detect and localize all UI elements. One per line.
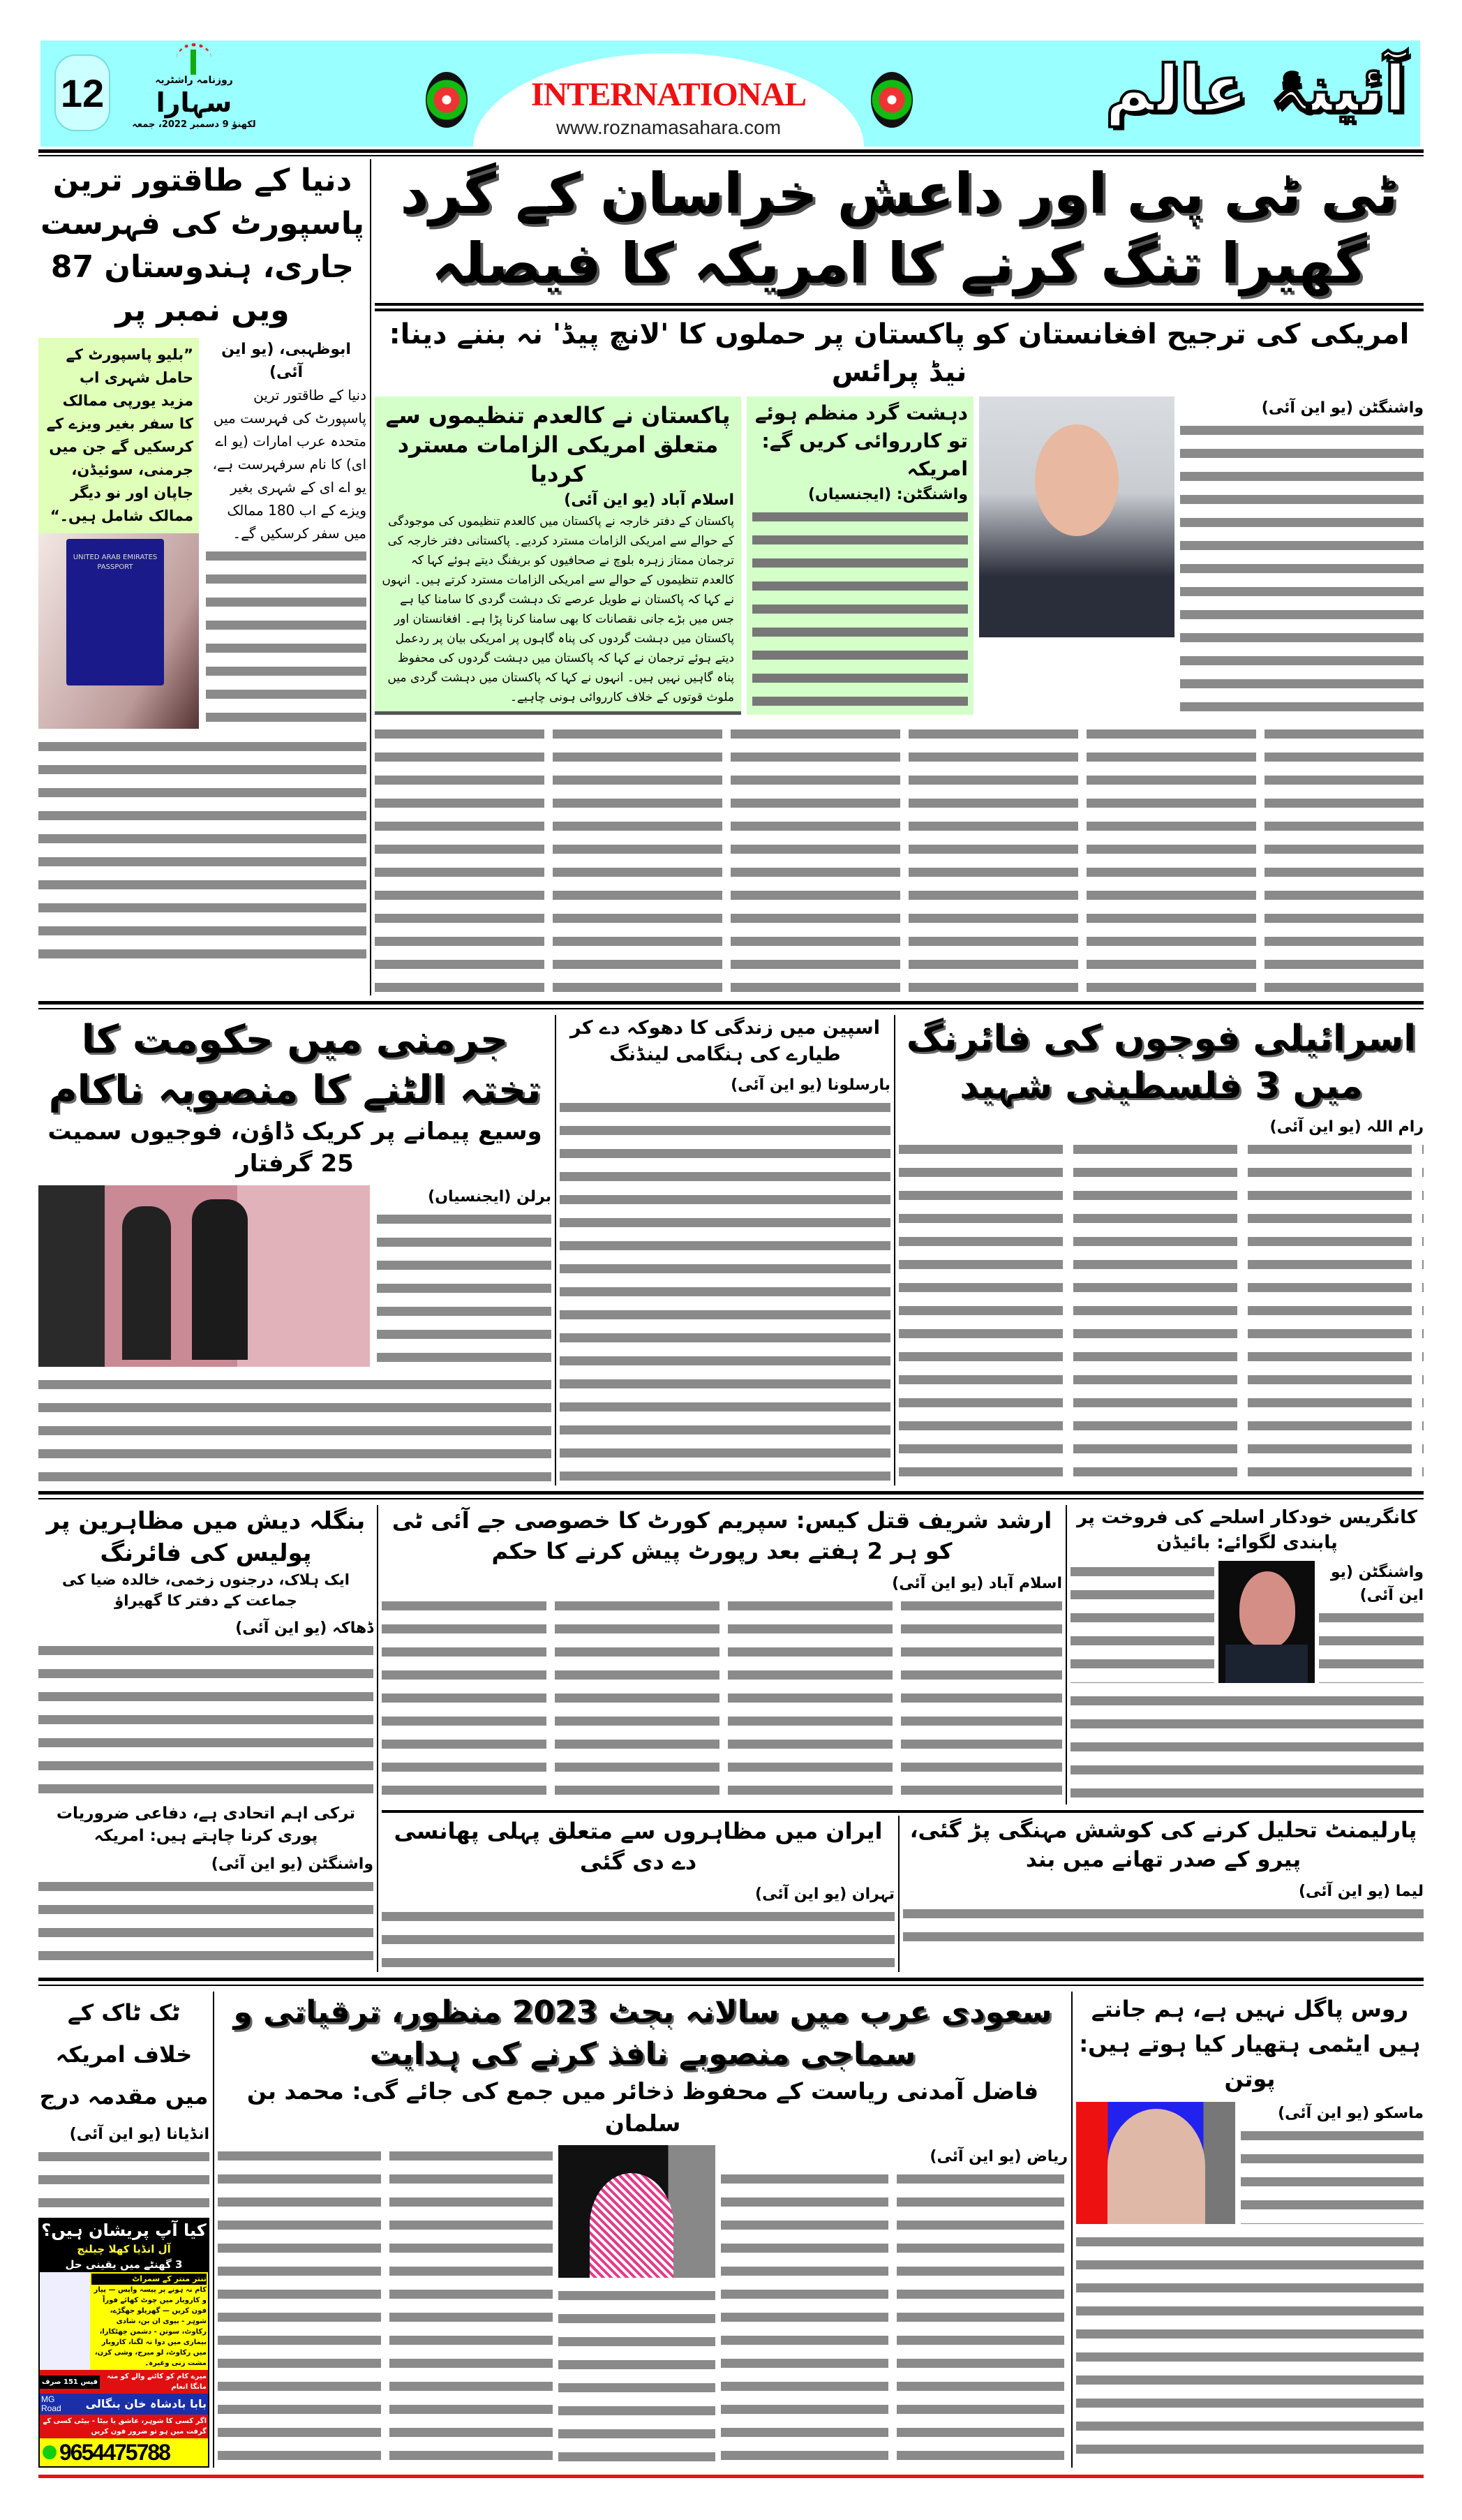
- whatsapp-icon: [43, 2445, 57, 2459]
- germany-story: [38, 1015, 551, 1485]
- column-divider: [894, 1015, 895, 1485]
- saudi-body-right: [721, 2145, 1068, 2468]
- germany-headline: جرمنی میں حکومت کا تختہ الٹنے کا منصوبہ ناکام: [48, 1017, 542, 1113]
- ad-reward: میرے کام کو کاٹنے والے کو منہ مانگا انعام: [107, 2373, 207, 2391]
- right-block-row3: [382, 1505, 1424, 1972]
- turkey-body: [38, 1853, 373, 1972]
- text-lines: [721, 2168, 1068, 2468]
- germany-body: [377, 1185, 551, 1367]
- passport-lede: دنیا کے طاقتور ترین پاسپورٹ کی فہرست میں متحدہ عرب امارات (یو اے ای) کا نام سرفہرست ہے، یو اے ای کے شہری بغیر ویزے کے اب 180 ممالک میں سفر کرسکیں گے۔: [212, 387, 366, 542]
- arshad-sharif-headline: ارشد شریف قتل کیس: سپریم کورٹ کا خصوصی جے آئی ٹی کو ہر 2 ہفتے بعد رپورٹ پیش کرنے کا حکم: [391, 1507, 1052, 1564]
- ad-red-text: اگر کسی کا شوہر، عاشق یا بیٹا - بیٹی کسی کے گرفت میں ہو تو ضرور فون کریں: [40, 2415, 208, 2438]
- column-divider: [898, 1816, 900, 1972]
- section-rule-1: [38, 1001, 1424, 1009]
- column-divider: [370, 159, 371, 995]
- germany-lower-text: [38, 1374, 551, 1485]
- side-text-lines: [752, 506, 968, 712]
- putin-headline: روس پاگل نہیں ہے، ہم جانتے ہیں ایٹمی ہتھیار کیا ہوتے ہیں: پوتن: [1079, 1996, 1421, 2092]
- putin-body: [1241, 2102, 1424, 2224]
- arshad-sharif-story: [382, 1505, 1062, 1804]
- row-2: [38, 1015, 1424, 1485]
- lead-headline-rule: [375, 303, 1424, 311]
- text-lines: [1241, 2125, 1424, 2224]
- lead-subheadline: امریکی کی ترجیح افغانستان کو پاکستان پر حملوں کا 'لانچ پیڈ' نہ بننے دینا: نیڈ پرائس: [389, 318, 1410, 388]
- biden-headline: کانگریس خودکار اسلحے کی فروخت پر پابندی لگوائے: بائیڈن: [1077, 1507, 1417, 1553]
- saudi-body-under-photo: [558, 2285, 715, 2468]
- lead-text-lines: [1180, 420, 1424, 715]
- text-lines: [377, 1208, 551, 1367]
- ad-location: MG Road: [41, 2394, 61, 2413]
- putin-photo: [1076, 2102, 1235, 2224]
- text-lines: [903, 1903, 1424, 1952]
- face: [1239, 1571, 1295, 1648]
- row-4: [38, 1992, 1424, 2468]
- spain-story: [560, 1015, 890, 1485]
- section-title: INTERNATIONAL: [530, 76, 807, 113]
- urdu-section-title: آئینۂ عالم: [1105, 52, 1406, 126]
- biden-photo: [1218, 1561, 1315, 1683]
- passport-cover: UNITED ARAB EMIRATES PASSPORT: [66, 539, 164, 685]
- passport-dateline: ابوظہبی، (یو این آئی): [221, 341, 351, 381]
- lead-dateline: واشنگٹن (یو این آئی): [1261, 399, 1424, 417]
- arshad-dateline: اسلام آباد (یو این آئی): [892, 1575, 1062, 1592]
- israel-dateline: رام اللہ (یو این آئی): [1269, 1118, 1424, 1136]
- ad-line2: 3 گھنٹے میں یقینی حل: [65, 2258, 183, 2271]
- turkey-dateline: واشنگٹن (یو این آئی): [211, 1855, 373, 1873]
- text-lines: [560, 1097, 890, 1485]
- box-headline: پاکستان نے کالعدم تنظیموں سے متعلق امریکی الزامات مسترد کردیا: [385, 402, 731, 487]
- saudi-body-left: [218, 2145, 553, 2468]
- peru-dateline: لیما (یو این آئی): [1298, 1883, 1424, 1900]
- passport-story: [38, 159, 366, 995]
- tiktok-headline: ٹک ٹاک کے خلاف امریکہ میں مقدمہ درج: [39, 1999, 209, 2110]
- ad-line1: آل انڈیا کھلا چیلنج: [77, 2243, 171, 2255]
- arshad-sharif-body: [382, 1572, 1062, 1804]
- turkey-headline: ترکی اہم اتحادی ہے، دفاعی ضروریات پوری کرنا چاہتے ہیں: امریکہ: [56, 1804, 356, 1845]
- ad-yellow-text: کام نہ ہونے پر پیسہ واپس — پیار و کاروبار میں چوٹ کھائے فوراً فون کریں — گھریلو جھگڑے، شوہر - بیوی ان بن، شادی رکاوٹ، سوتن - دشمن چھٹکارا، بیماری میں دوا نہ لگنا، کاروبار میں رکاوٹ، لو میرج، وشی کرن، مشت زنی وغیرہ۔: [94, 2286, 207, 2367]
- spain-dateline: بارسلونا (یو این آئی): [731, 1076, 890, 1094]
- section-rule-2: [38, 1491, 1424, 1499]
- lead-lower-columns: [375, 723, 1424, 995]
- bangladesh-dateline: ڈھاکہ (یو این آئی): [235, 1620, 373, 1637]
- passport-text-continued: [38, 736, 366, 966]
- saudi-headline: سعودی عرب میں سالانہ بجٹ 2023 منظور، ترقیاتی و سماجی منصوبے نافذ کرنے کی ہدایت: [233, 1994, 1052, 2072]
- suit: [1225, 1645, 1308, 1683]
- putin-lower-text: [1076, 2231, 1424, 2468]
- column-divider: [213, 1992, 214, 2468]
- saudi-story: [218, 1992, 1068, 2468]
- germany-raid-photo: [38, 1185, 370, 1367]
- bangladesh-subheadline: ایک ہلاک، درجنوں زخمی، خالدہ ضیا کی جماعت کے دفتر کا گھیراؤ: [62, 1571, 350, 1609]
- passport-photo: [38, 533, 199, 729]
- tiktok-dateline: انڈیانا (یو این آئی): [69, 2126, 209, 2143]
- iran-headline: ایران میں مظاہروں سے متعلق پہلی پھانسی دے دی گئی: [394, 1818, 883, 1875]
- spain-headline: اسپین میں زندگی کا دھوکہ دے کر طیارے کی ہنگامی لینڈنگ: [570, 1017, 880, 1065]
- biden-side-text: [1071, 1561, 1214, 1683]
- column-divider: [555, 1015, 556, 1485]
- saudi-subheadline: فاضل آمدنی ریاست کے محفوظ ذخائر میں جمع کی جائے گی: محمد بن سلمان: [246, 2077, 1039, 2137]
- side-headline: دہشت گرد منظم ہوئے تو کارروائی کریں گے: امریکہ: [754, 401, 968, 480]
- israel-headline: اسرائیلی فوجوں کی فائرنگ میں 3 فلسطینی شہید: [906, 1018, 1417, 1107]
- advertisement[interactable]: [38, 2218, 209, 2468]
- website-url[interactable]: www.roznamasahara.com: [555, 117, 782, 138]
- germany-subheadline: وسیع پیمانے پر کریک ڈاؤن، فوجیوں سمیت 25 گرفتار: [47, 1118, 542, 1178]
- text-lines: [382, 1906, 895, 1972]
- lead-headline: ٹی ٹی پی اور داعش خراسان کے گرد گھیرا تنگ کرنے کا امریکہ کا فیصلہ: [400, 161, 1398, 296]
- police-officer: [122, 1206, 171, 1360]
- passport-body: [206, 338, 366, 729]
- israel-body: [899, 1116, 1424, 1485]
- logo-subtitle: روزنامہ راشٹریہ: [155, 75, 233, 86]
- date-line: لکھنؤ 9 دسمبر 2022، جمعہ: [132, 119, 256, 130]
- section-rule-3: [38, 1978, 1424, 1986]
- text-lines: [382, 1595, 1062, 1804]
- column-divider: [377, 1505, 378, 1972]
- mbs-photo: [558, 2145, 715, 2278]
- biden-story: [1071, 1505, 1424, 1804]
- biden-dateline: واشنگٹن (یو این آئی): [1330, 1564, 1424, 1604]
- lead-story: [375, 159, 1424, 995]
- ad-fee: فیس 151 صرف: [40, 2376, 100, 2389]
- ad-phone[interactable]: 9654475788: [59, 2440, 170, 2465]
- putin-dateline: ماسکو (یو این آئی): [1278, 2105, 1424, 2122]
- face: [1107, 2109, 1205, 2224]
- passport-quote-box: ”بلیو پاسپورٹ کے حامل شہری اب مزید یورپی ممالک کا سفر بغیر ویزے کے کرسکیں گے جن میں جرمنی، سوئیڈن، جاپان اور نو دیگر ممالک شامل ہیں۔“: [38, 338, 199, 533]
- iran-story: [382, 1816, 895, 1972]
- ad-title: کیا آپ پریشان ہیں؟: [41, 2221, 207, 2240]
- pakistan-rejects-box: [375, 396, 741, 715]
- tiktok-body: [38, 2123, 209, 2212]
- row-1: [38, 159, 1424, 995]
- peru-headline: پارلیمنٹ تحلیل کرنے کی کوشش مہنگی پڑ گئی، پیرو کے صدر تھانے میں بند: [909, 1818, 1417, 1872]
- ad-person-photo: [40, 2272, 90, 2370]
- bangladesh-headline: بنگلہ دیش میں مظاہرین پر پولیس کی فائرنگ: [46, 1507, 366, 1567]
- iran-body: [382, 1883, 895, 1972]
- ad-name: بابا بادشاہ خان بنگالی: [85, 2397, 207, 2410]
- iran-dateline: تہران (یو این آئی): [755, 1885, 895, 1903]
- text-lines: [38, 1876, 373, 1972]
- lead-side-column: [747, 396, 974, 715]
- box-dateline: اسلام آباد (یو این آئی): [564, 491, 734, 509]
- text-lines: [1319, 1607, 1424, 1683]
- ned-price-photo: [979, 396, 1174, 637]
- spain-body: [560, 1074, 890, 1485]
- germany-dateline: برلن (ایجنسیاں): [428, 1188, 551, 1206]
- ad-line3: تنتر منتر کے سمراٹ: [91, 2274, 207, 2285]
- bangladesh-body: [38, 1617, 373, 1797]
- left-column-row3: [38, 1505, 373, 1972]
- page-body: [38, 0, 1424, 2520]
- column-divider: [1066, 1505, 1067, 1804]
- divider: [382, 1810, 1424, 1816]
- side-dateline: واشنگٹن: (ایجنسیاں): [807, 486, 968, 503]
- passport-text-lines: [206, 545, 366, 729]
- passport-headline: دنیا کے طاقتور ترین پاسپورٹ کی فہرست جاری، ہندوستان 87 ویں نمبر پر: [40, 163, 364, 328]
- police-officer: [192, 1199, 248, 1360]
- peru-story: [903, 1816, 1424, 1972]
- israel-story: [899, 1015, 1424, 1485]
- biden-lower-text: [1071, 1690, 1424, 1804]
- headscarf: [590, 2173, 673, 2278]
- tiktok-story: [38, 1992, 209, 2468]
- page-number-badge: 12: [54, 54, 110, 131]
- saudi-dateline: ریاض (یو این آئی): [930, 2148, 1068, 2165]
- peru-body: [903, 1880, 1424, 1952]
- face: [1035, 424, 1119, 536]
- row-3: [38, 1505, 1424, 1972]
- column-divider: [1071, 1992, 1073, 2468]
- bottom-margin: [38, 2478, 1424, 2520]
- text-lines: [38, 2146, 209, 2212]
- box-text: پاکستان کے دفتر خارجہ نے پاکستان میں کالعدم تنظیموں کی موجودگی کے حوالے سے امریکی الزامات مسترد کردیے۔ پاکستانی دفتر خارجہ کی ترجمان ممتاز زہرہ بلوچ نے صحافیوں کو بریفنگ دیتے ہوئے کہا کہ کالعدم تنظیموں کے حوالے سے امریکی الزامات مسترد کرتے ہیں۔ انہوں نے کہا کہ پاکستان نے طویل عرصے تک دہشت گردی کا سامنا کیا ہے جس میں بڑے جانی نقصانات کا بھی سامنا کرنا پڑا ہے۔ افغانستان اور پاکستان میں دہشت گردوں کی پناہ گاہوں پر امریکی بیان پر ردعمل دیتے ہوئے ترجمان نے کہا کہ پاکستان میں دہشت گردوں کی محفوظ پناہ گاہیں نہیں ہیں۔ انہوں نے کہا کہ پاکستان میں دہشت گردی میں ملوث قوتوں کے خلاف کارروائی ہونی چاہیے۔: [382, 514, 734, 704]
- text-lines: [38, 1640, 373, 1797]
- putin-story: [1076, 1992, 1424, 2468]
- lead-column-right: [1180, 396, 1424, 715]
- text-lines: [899, 1139, 1424, 1485]
- biden-dateline-col: [1319, 1561, 1424, 1683]
- logo-text: سہارا: [156, 87, 232, 118]
